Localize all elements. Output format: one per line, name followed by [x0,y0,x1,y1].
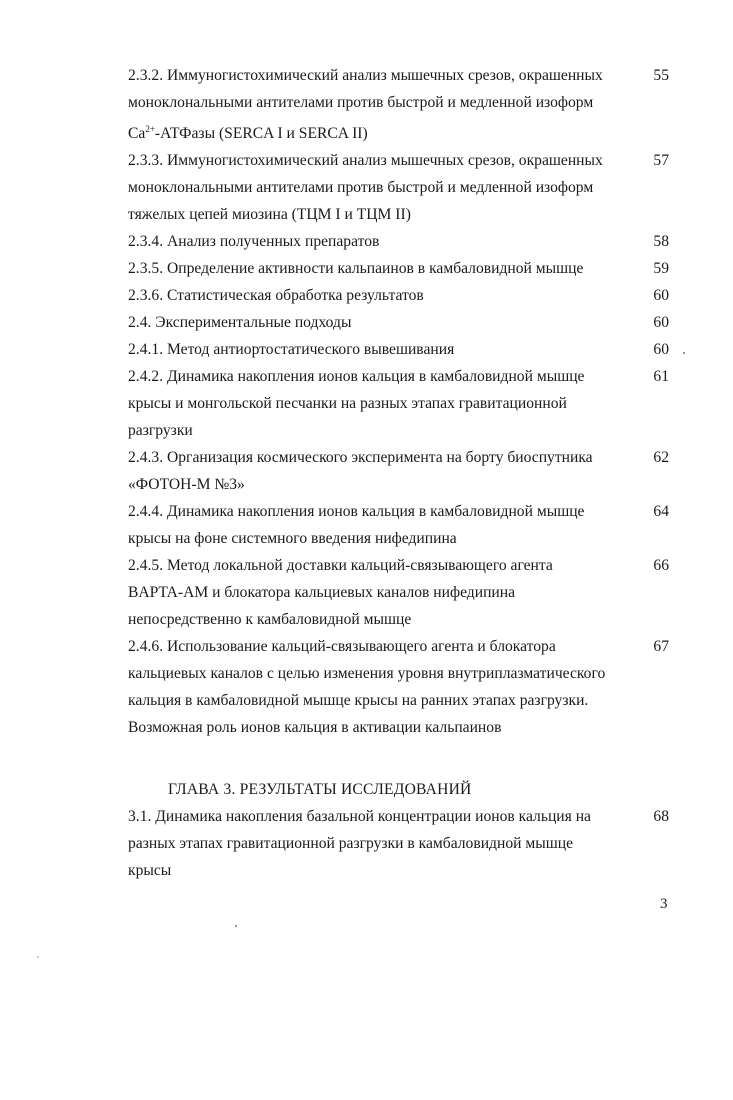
toc-page-number: 59 [653,260,669,278]
toc-entry-text: 2.3.3. Иммуногистохимический анализ мышечных срезов, окрашенных моноклональными антителами против быстрой и медленной изоформ тяжелых цепей миозина (ТЦМ I и ТЦМ II) [128,152,603,224]
toc-page-number: 66 [653,557,669,575]
table-of-contents [128,62,673,884]
toc-entry-2-4-1 [128,336,673,363]
toc-page-number: 67 [653,638,669,656]
toc-entry-text: 2.4.1. Метод антиортостатического вывешивания [128,341,455,359]
toc-entry-2-3-5 [128,255,673,282]
toc-entry-2-4-2 [128,363,673,444]
toc-entry-2-4 [128,309,673,336]
toc-page-number: 62 [653,449,669,467]
toc-page-number: 55 [653,67,669,84]
toc-page-number: 58 [653,233,669,251]
toc-entry-text: 3.1. Динамика накопления базальной концентрации ионов кальция на разных этапах гравитационной разгрузки в камбаловидной мышце крысы [128,808,591,880]
toc-page-number: 61 [653,368,669,386]
toc-entry-2-3-4 [128,228,673,255]
toc-entry-2-3-2 [128,62,673,147]
toc-entry-text: 2.4. Экспериментальные подходы [128,314,352,332]
toc-entry-2-3-6 [128,282,673,309]
page-number: 3 [660,896,668,912]
scan-speck [235,925,237,927]
toc-page-number: 64 [653,503,669,521]
toc-entry-text: 2.4.4. Динамика накопления ионов кальция в камбаловидной мышце крысы на фоне системного введения нифедипина [128,503,585,548]
toc-entry-2-4-6 [128,633,673,741]
toc-entry-text: 2.3.5. Определение активности кальпаинов в камбаловидной мышце [128,260,584,278]
toc-entry-2-4-5 [128,552,673,633]
toc-page-number: 60 [653,341,669,359]
toc-entry-text: 2.4.3. Организация космического эксперимента на борту биоспутника «ФОТОН-М №3» [128,449,593,494]
toc-entry-3-1 [128,803,673,884]
toc-entry-2-3-3 [128,147,673,228]
toc-entry-2-4-4 [128,498,673,552]
toc-page-number: 60 [653,314,669,332]
toc-page-number: 57 [653,152,669,170]
toc-entry-text: 2.4.5. Метод локальной доставки кальций-связывающего агента BAPTA-AM и блокатора кальциевых каналов нифедипина непосредственно к камбаловидной мышце [128,557,553,629]
scan-speck [683,352,685,354]
toc-entry-text: 2.4.6. Использование кальций-связывающего агента и блокатора кальциевых каналов с целью изменения уровня внутриплазматического кальция в камбаловидной мышце крысы на ранних этапах разгрузки. Возможная роль ионов кальция в активации кальпаинов [128,638,606,737]
toc-entry-text: 2.4.2. Динамика накопления ионов кальция в камбаловидной мышце крысы и монгольской песчанки на разных этапах гравитационной разгрузки [128,368,585,440]
toc-entry-2-4-3 [128,444,673,498]
toc-page-number: 68 [653,808,669,826]
scan-speck [37,956,39,958]
toc-entry-text: 2.3.4. Анализ полученных препаратов [128,233,380,251]
toc-page-number: 60 [653,287,669,305]
toc-entry-text: 2.3.2. Иммуногистохимический анализ мышечных срезов, окрашенных моноклональными антителами против быстрой и медленной изоформ $Ca^{2+}$-АТФазы (SERCA I и SERCA II) [128,67,603,143]
chapter-heading: ГЛАВА 3. РЕЗУЛЬТАТЫ ИССЛЕДОВАНИЙ [168,781,472,799]
toc-entry-text: 2.3.6. Статистическая обработка результатов [128,287,424,305]
